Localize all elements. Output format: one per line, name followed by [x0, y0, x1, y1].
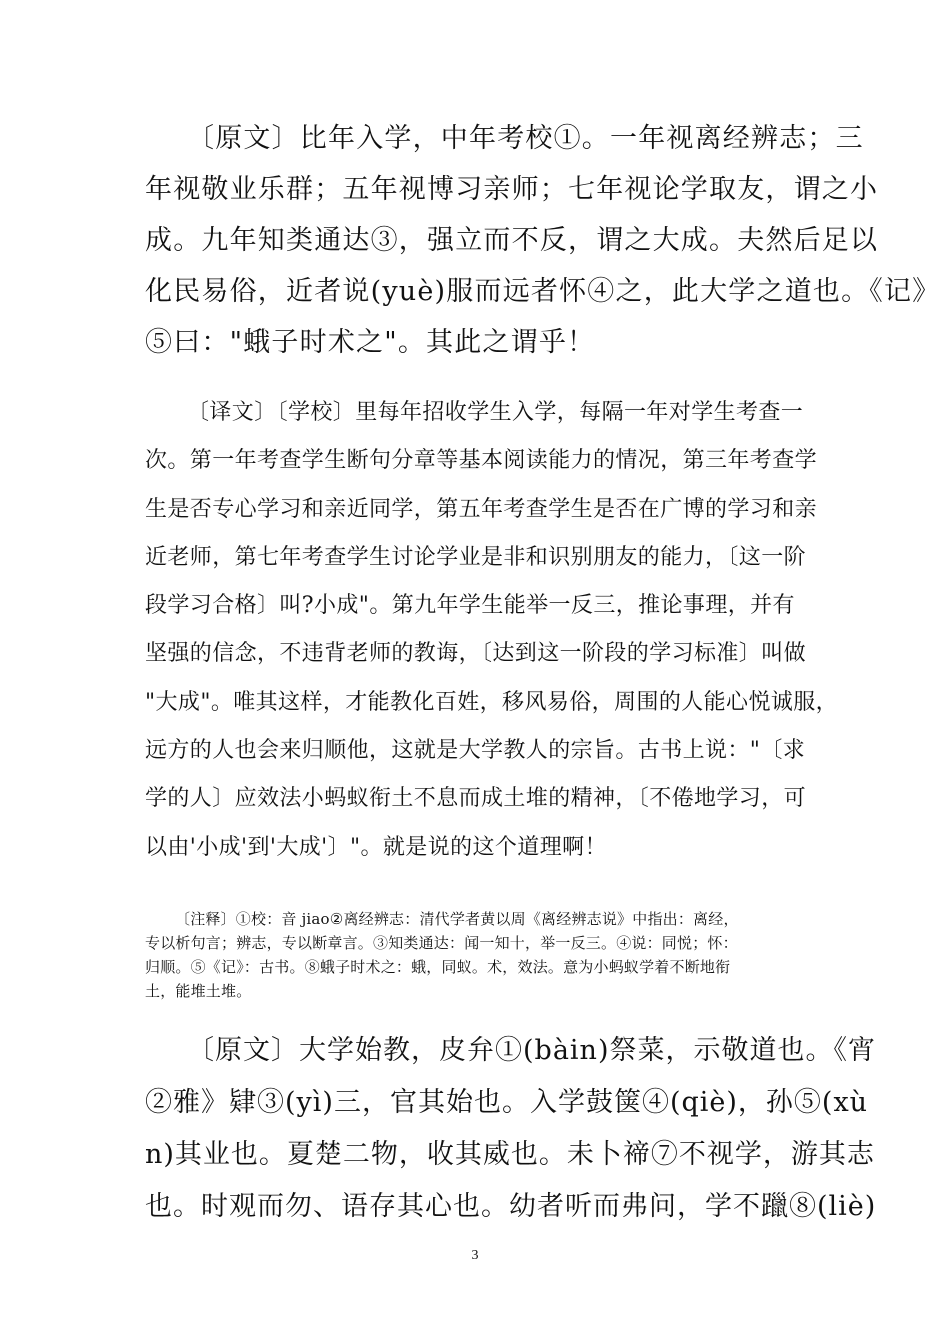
- text-line: 也。时观而勿、语存其心也。幼者听而弗问，学不躐⑧(liè): [145, 1191, 877, 1222]
- text-line: 学的人〕应效法小蚂蚁衔土不息而成土堆的精神，〔不倦地学习，可: [145, 786, 807, 812]
- text-line: 〔译文〕〔学校〕里每年招收学生入学，每隔一年对学生考查一: [187, 400, 804, 425]
- text-line: ②雅》肄③(yì)三，官其始也。入学鼓箧④(qiè)，孙⑤(xù: [145, 1087, 869, 1118]
- text-line: 土，能堆土堆。: [145, 982, 252, 1000]
- text-line: 生是否专心学习和亲近同学，第五年考查学生是否在广博的学习和亲: [145, 496, 818, 522]
- text-line: 专以析句言；辨志，专以断章言。③知类通达：闻一知十，举一反三。④说：同悦；怀：: [145, 934, 738, 952]
- translation-paragraph: [145, 389, 839, 872]
- text-line: 化民易俗，近者说(yuè)服而远者怀④之，此大学之道也。《记》: [145, 276, 941, 307]
- text-line: 坚强的信念，不违背老师的教诲，〔达到这一阶段的学习标准〕叫做: [145, 641, 807, 667]
- text-line: 归顺。⑤《记》：古书。⑧蛾子时术之：蛾，同蚁。术，效法。意为小蚂蚁学着不断地衔: [145, 958, 731, 976]
- text-line: 段学习合格〕叫?小成"。第九年学生能举一反三，推论事理，并有: [145, 593, 795, 619]
- text-line: 次。第一年考查学生断句分章等基本阅读能力的情况，第三年考查学: [145, 448, 818, 474]
- page-number: 3: [471, 1248, 479, 1263]
- text-line: n)其业也。夏楚二物，收其威也。未卜禘⑦不视学，游其志: [145, 1139, 875, 1170]
- text-line: 远方的人也会来归顺他，这就是大学教人的宗旨。古书上说："〔求: [145, 738, 806, 764]
- text-line: 以由'小成'到'大成'〕"。就是说的这个道理啊！: [145, 834, 607, 860]
- text-line: 〔注释〕①校：音 jiao②离经辨志：清代学者黄以周《离经辨志说》中指出：离经，: [175, 910, 739, 928]
- original-text-paragraph-1: [145, 113, 941, 368]
- text-line: 近老师，第七年考查学生讨论学业是非和识别朋友的能力，〔这一阶: [145, 544, 807, 570]
- original-text-paragraph-2: [145, 1025, 877, 1233]
- text-line: 年视敬业乐群；五年视博习亲师；七年视论学取友，谓之小: [145, 174, 879, 205]
- text-line: ⑤曰："蛾子时术之"。其此之谓乎！: [145, 327, 596, 358]
- notes-paragraph: [145, 907, 810, 1003]
- text-line: 〔原文〕大学始教，皮弁①(bàin)祭菜，示敬道也。《宵: [187, 1035, 876, 1066]
- text-line: "大成"。唯其这样，才能教化百姓，移风易俗，周围的人能心悦诚服，: [145, 689, 839, 715]
- text-line: 成。九年知类通达③，强立而不反，谓之大成。夫然后足以: [145, 225, 879, 256]
- text-line: 〔原文〕比年入学，中年考校①。一年视离经辨志；三: [187, 123, 864, 154]
